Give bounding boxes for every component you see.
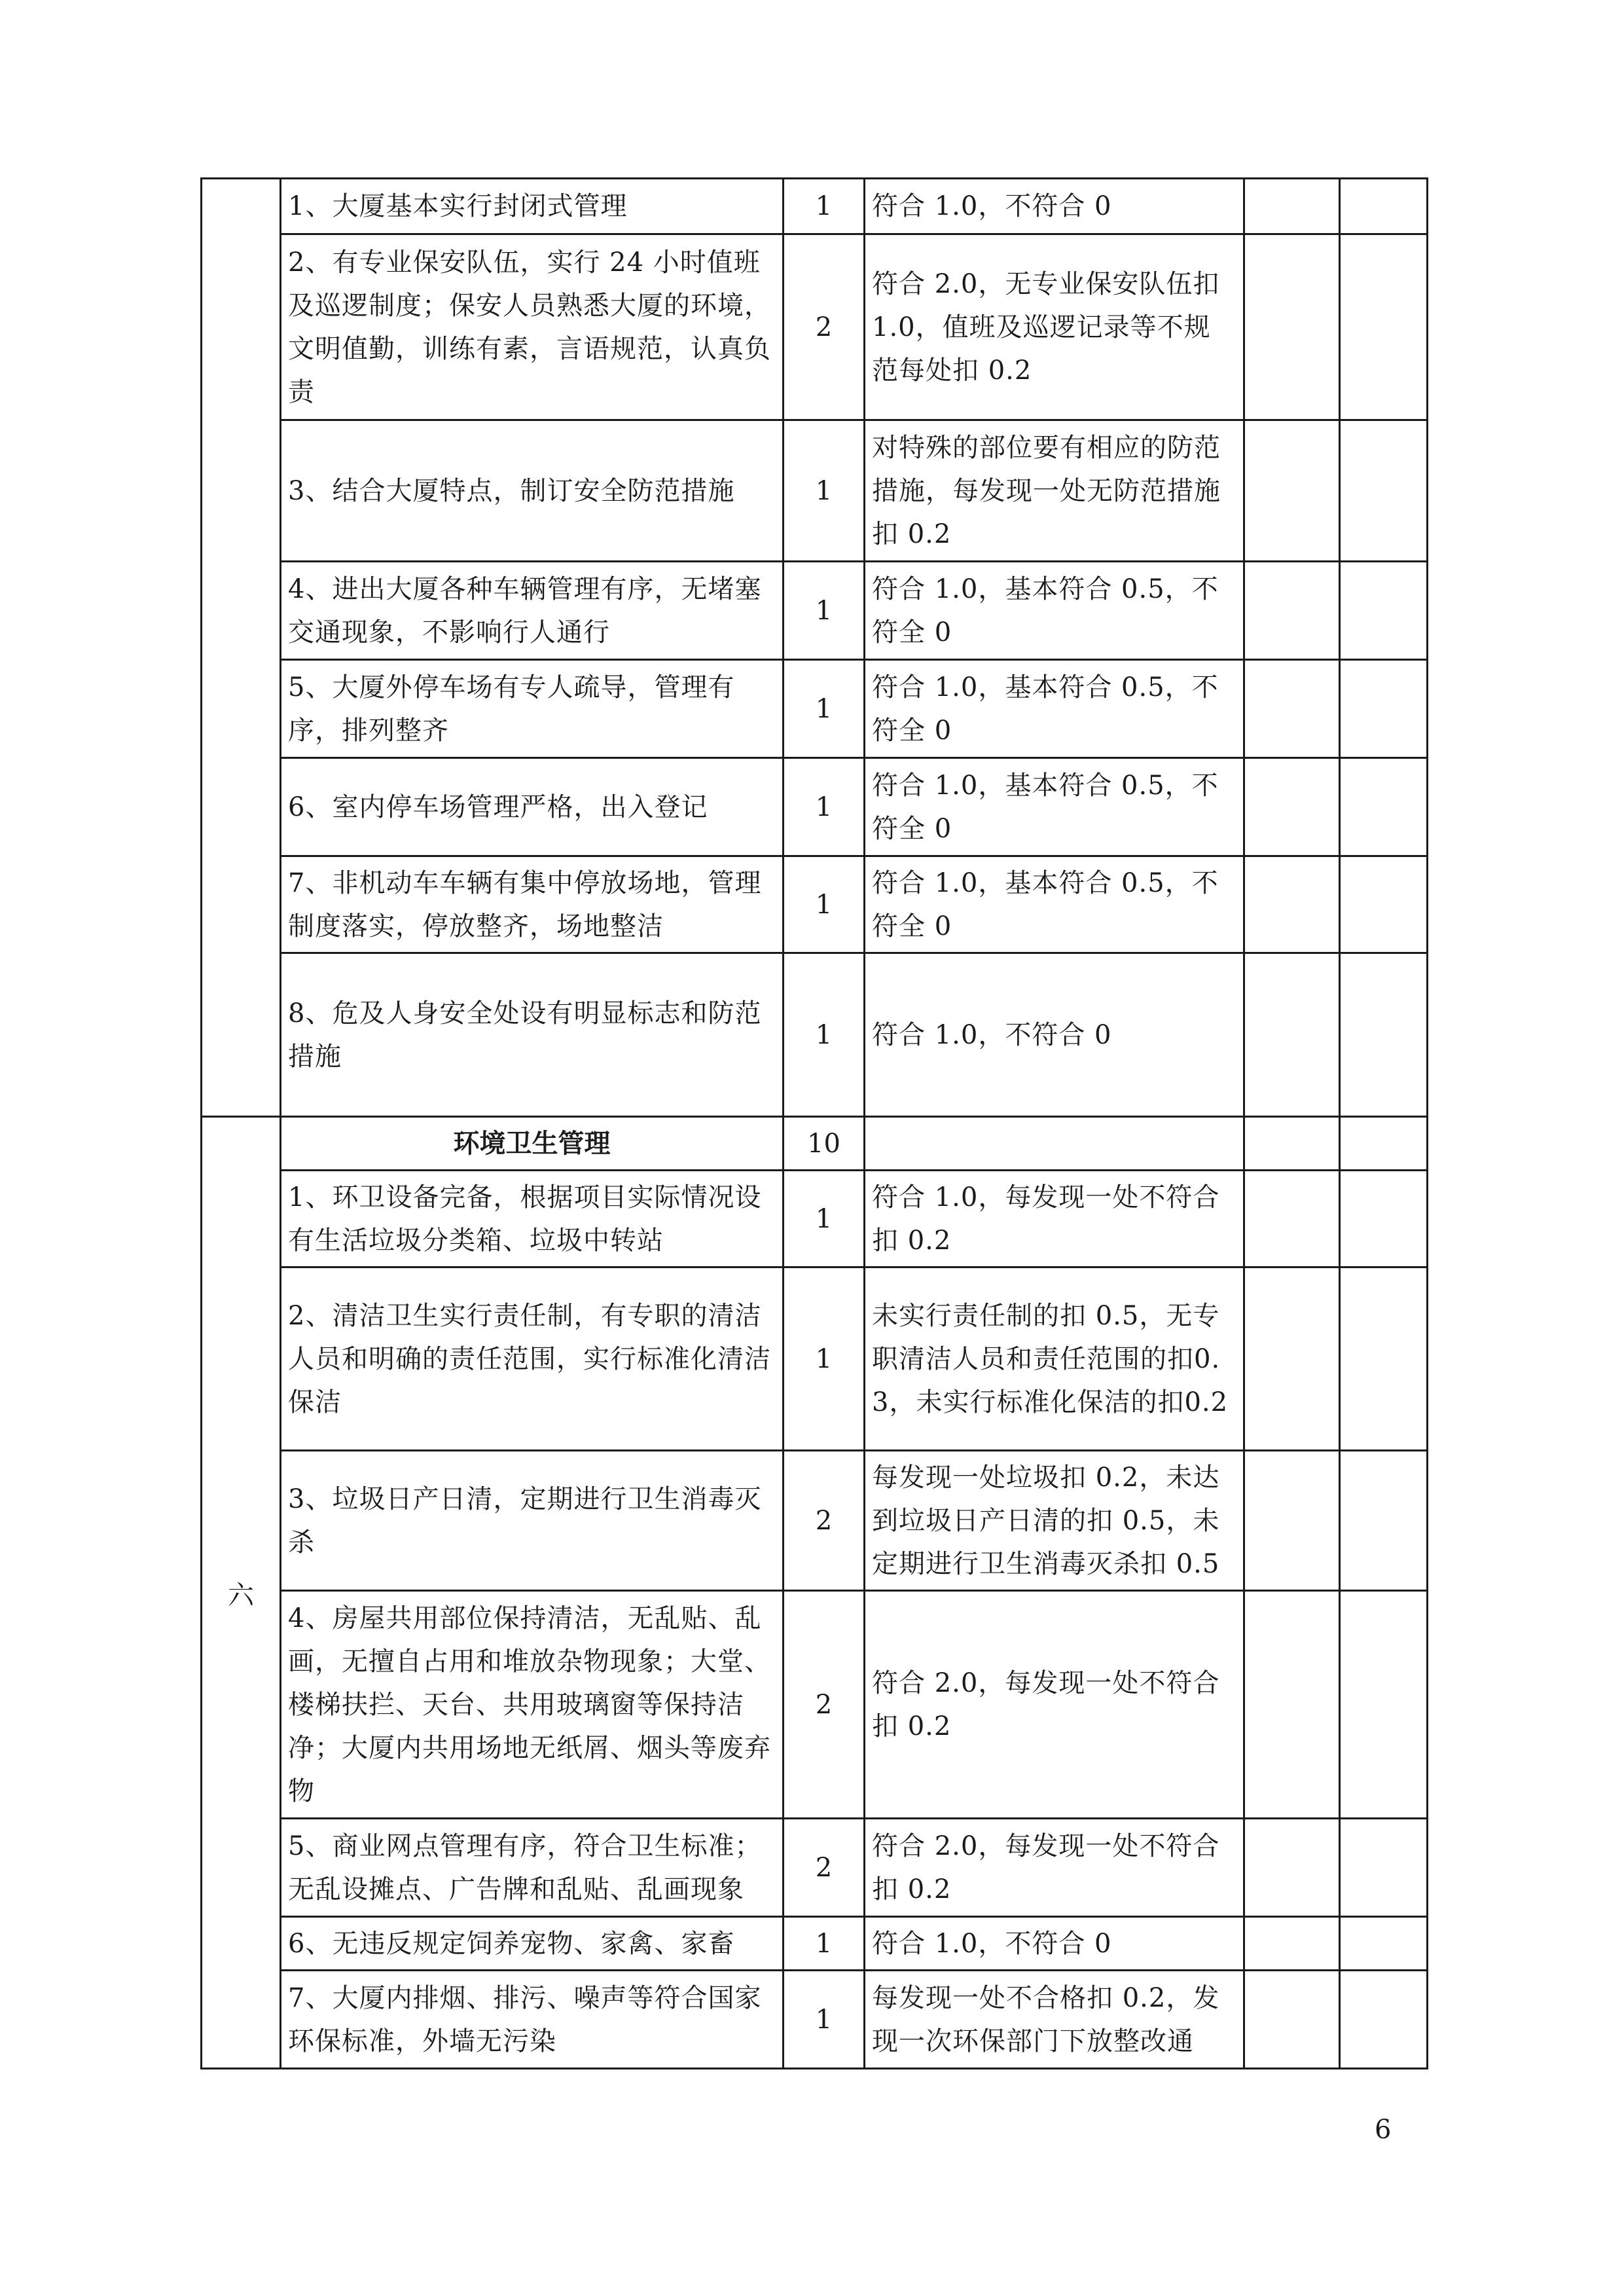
blank-cell — [1244, 179, 1340, 234]
table-row — [202, 758, 1428, 856]
blank-cell — [1340, 1171, 1428, 1267]
criteria-text: 符合 1.0，不符合 0 — [865, 1917, 1244, 1971]
criteria-text: 每发现一处垃圾扣 0.2，未达到垃圾日产日清的扣 0.5，未定期进行卫生消毒灭杀扣 0.5 — [865, 1451, 1244, 1591]
section-title: 环境卫生管理 — [281, 1117, 784, 1171]
table-row — [202, 420, 1428, 562]
score-cell: 2 — [784, 234, 865, 420]
blank-cell — [1340, 1451, 1428, 1591]
item-text: 8、危及人身安全处设有明显标志和防范措施 — [281, 953, 784, 1117]
blank-cell — [1244, 660, 1340, 758]
score-cell: 1 — [784, 1171, 865, 1267]
item-text: 4、房屋共用部位保持清洁，无乱贴、乱画，无擅自占用和堆放杂物现象；大堂、楼梯扶拦、天台、共用玻璃窗等保持洁净；大厦内共用场地无纸屑、烟头等废弃物 — [281, 1591, 784, 1819]
blank-cell — [1244, 1267, 1340, 1451]
criteria-text: 符合 2.0，每发现一处不符合扣 0.2 — [865, 1819, 1244, 1917]
blank-cell — [1244, 856, 1340, 953]
table-row — [202, 1971, 1428, 2069]
blank-cell — [1244, 1819, 1340, 1917]
blank-cell — [1244, 1917, 1340, 1971]
blank-cell — [1244, 1971, 1340, 2069]
item-text: 3、垃圾日产日清，定期进行卫生消毒灭杀 — [281, 1451, 784, 1591]
blank-cell — [1340, 1971, 1428, 2069]
blank-cell — [1340, 179, 1428, 234]
table-row — [202, 234, 1428, 420]
section-index-cell — [202, 179, 281, 1117]
table-row — [202, 660, 1428, 758]
criteria-text: 符合 1.0，不符合 0 — [865, 953, 1244, 1117]
criteria-text: 对特殊的部位要有相应的防范措施，每发现一处无防范措施扣 0.2 — [865, 420, 1244, 562]
blank-cell — [1244, 953, 1340, 1117]
table-row — [202, 1819, 1428, 1917]
score-cell: 2 — [784, 1819, 865, 1917]
blank-cell — [1340, 562, 1428, 660]
score-cell: 1 — [784, 856, 865, 953]
blank-cell — [1340, 1267, 1428, 1451]
table-row — [202, 953, 1428, 1117]
section-index: 六 — [202, 1117, 281, 2069]
item-text: 1、大厦基本实行封闭式管理 — [281, 179, 784, 234]
criteria-text: 符合 1.0，基本符合 0.5，不符全 0 — [865, 562, 1244, 660]
score-cell: 1 — [784, 1917, 865, 1971]
item-text: 3、结合大厦特点，制订安全防范措施 — [281, 420, 784, 562]
blank-cell — [1244, 1171, 1340, 1267]
blank-cell — [1340, 953, 1428, 1117]
criteria-text: 符合 1.0，基本符合 0.5，不符全 0 — [865, 856, 1244, 953]
score-cell: 1 — [784, 1971, 865, 2069]
table-row — [202, 856, 1428, 953]
criteria-text: 符合 2.0，每发现一处不符合扣 0.2 — [865, 1591, 1244, 1819]
item-text: 6、无违反规定饲养宠物、家禽、家畜 — [281, 1917, 784, 1971]
criteria-text: 未实行责任制的扣 0.5，无专职清洁人员和责任范围的扣0.3，未实行标准化保洁的扣0.2 — [865, 1267, 1244, 1451]
table-row — [202, 1451, 1428, 1591]
item-text: 7、大厦内排烟、排污、噪声等符合国家环保标准，外墙无污染 — [281, 1971, 784, 2069]
evaluation-table — [200, 177, 1428, 2069]
table-row — [202, 1267, 1428, 1451]
score-cell: 2 — [784, 1591, 865, 1819]
blank-cell — [1340, 758, 1428, 856]
item-text: 6、室内停车场管理严格，出入登记 — [281, 758, 784, 856]
criteria-text: 符合 1.0，不符合 0 — [865, 179, 1244, 234]
table-row — [202, 1591, 1428, 1819]
item-text: 1、环卫设备完备，根据项目实际情况设有生活垃圾分类箱、垃圾中转站 — [281, 1171, 784, 1267]
table-row — [202, 179, 1428, 234]
section-header-row — [202, 1117, 1428, 1171]
criteria-text: 符合 1.0，基本符合 0.5，不符全 0 — [865, 660, 1244, 758]
score-cell: 1 — [784, 953, 865, 1117]
blank-cell — [1244, 420, 1340, 562]
blank-cell — [1244, 1451, 1340, 1591]
item-text: 2、清洁卫生实行责任制，有专职的清洁人员和明确的责任范围，实行标准化清洁保洁 — [281, 1267, 784, 1451]
item-text: 2、有专业保安队伍，实行 24 小时值班及巡逻制度；保安人员熟悉大厦的环境，文明值勤，训练有素，言语规范，认真负责 — [281, 234, 784, 420]
blank-cell — [1340, 1819, 1428, 1917]
table-row — [202, 562, 1428, 660]
blank-cell — [1340, 1591, 1428, 1819]
score-cell: 1 — [784, 1267, 865, 1451]
table-row — [202, 1917, 1428, 1971]
criteria-text: 每发现一处不合格扣 0.2，发现一次环保部门下放整改通 — [865, 1971, 1244, 2069]
score-cell: 1 — [784, 758, 865, 856]
item-text: 4、进出大厦各种车辆管理有序，无堵塞交通现象，不影响行人通行 — [281, 562, 784, 660]
blank-cell — [1340, 1917, 1428, 1971]
criteria-text: 符合 1.0，每发现一处不符合扣 0.2 — [865, 1171, 1244, 1267]
score-cell: 2 — [784, 1451, 865, 1591]
score-cell: 1 — [784, 420, 865, 562]
item-text: 5、商业网点管理有序，符合卫生标准；无乱设摊点、广告牌和乱贴、乱画现象 — [281, 1819, 784, 1917]
blank-cell — [1340, 234, 1428, 420]
blank-cell — [1340, 1117, 1428, 1171]
blank-cell — [1244, 758, 1340, 856]
blank-cell — [1244, 1117, 1340, 1171]
criteria-text: 符合 2.0，无专业保安队伍扣1.0，值班及巡逻记录等不规范每处扣 0.2 — [865, 234, 1244, 420]
score-cell: 1 — [784, 179, 865, 234]
blank-cell — [1244, 1591, 1340, 1819]
criteria-text: 符合 1.0，基本符合 0.5，不符全 0 — [865, 758, 1244, 856]
blank-cell — [1340, 420, 1428, 562]
score-cell: 1 — [784, 660, 865, 758]
score-cell: 1 — [784, 562, 865, 660]
page-number: 6 — [1375, 2115, 1392, 2145]
blank-cell — [865, 1117, 1244, 1171]
item-text: 7、非机动车车辆有集中停放场地，管理制度落实，停放整齐，场地整洁 — [281, 856, 784, 953]
item-text: 5、大厦外停车场有专人疏导，管理有序，排列整齐 — [281, 660, 784, 758]
blank-cell — [1340, 856, 1428, 953]
blank-cell — [1244, 234, 1340, 420]
section-score: 10 — [784, 1117, 865, 1171]
table-row — [202, 1171, 1428, 1267]
blank-cell — [1340, 660, 1428, 758]
blank-cell — [1244, 562, 1340, 660]
